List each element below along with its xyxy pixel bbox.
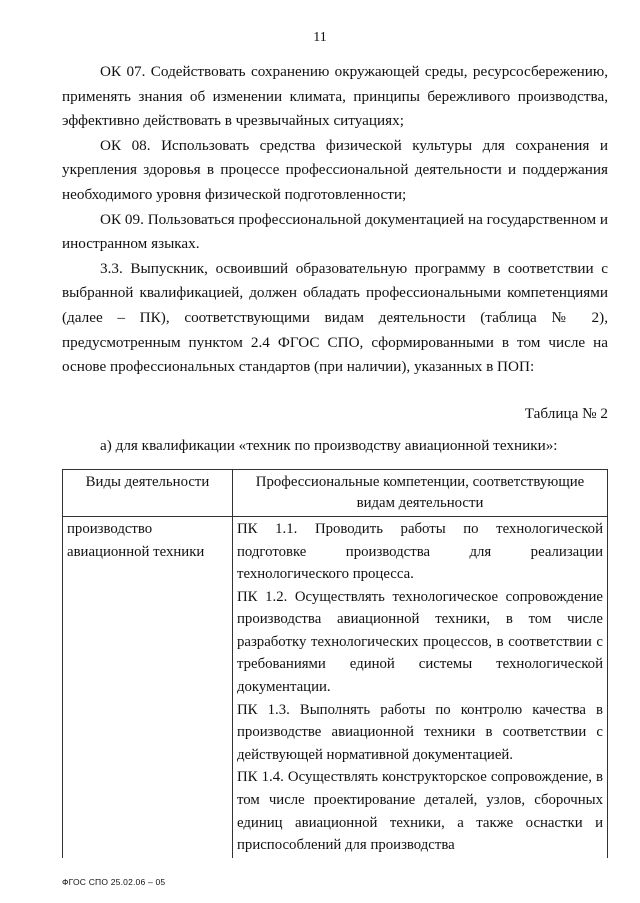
page-number: 11 — [313, 30, 327, 45]
footer-code: ФГОС СПО 25.02.06 – 05 — [62, 877, 166, 887]
activity-cell: производство авиационной техники — [63, 516, 233, 857]
table-subtitle: а) для квалификации «техник по производству авиационной техники»: — [100, 437, 558, 455]
paragraph-3-3: 3.3. Выпускник, освоивший образовательную программу в соответствии с выбранной квалификацией, должен обладать профессиональными компетенциями (далее – ПК), соответствующими видам деятельности (таблица № 2), предусмотренным пунктом 2.4 ФГОС СПО, сформированными в том числе на основе профессиональных стандартов (при наличии), указанных в ПОП: — [62, 259, 608, 376]
competency-pk-1-1: ПК 1.1. Проводить работы по технологической подготовке производства для реализации технологического процесса. — [237, 520, 603, 583]
competencies-table — [62, 469, 608, 858]
document-body — [62, 60, 608, 858]
competency-pk-1-3: ПК 1.3. Выполнять работы по контролю качества в производстве авиационной техники в соответствии с действующей нормативной документацией. — [237, 701, 603, 763]
competency-pk-1-2: ПК 1.2. Осуществлять технологическое сопровождение производства авиационной техники, в том числе разработку технологических процессов, в соответствии с требованиями единой системы технологической документации. — [237, 588, 603, 696]
header-competencies: Профессиональные компетенции, соответствующие видам деятельности — [233, 469, 608, 516]
paragraph-ok07: ОК 07. Содействовать сохранению окружающей среды, ресурсосбережению, применять знания об изменении климата, принципы бережливого производства, эффективно действовать в чрезвычайных ситуациях; — [62, 63, 608, 130]
competencies-cell — [233, 516, 608, 857]
table-row — [63, 516, 608, 857]
table-header-row — [63, 469, 608, 516]
paragraph-ok08: ОК 08. Использовать средства физической культуры для сохранения и укрепления здоровья в процессе профессиональной деятельности и поддержания необходимого уровня физической подготовленности; — [62, 136, 608, 203]
paragraph-ok09: ОК 09. Пользоваться профессиональной документацией на государственном и иностранном языках. — [62, 210, 608, 253]
header-activity: Виды деятельности — [63, 469, 233, 516]
table-caption: Таблица № 2 — [524, 404, 608, 422]
competency-pk-1-4: ПК 1.4. Осуществлять конструкторское сопровождение, в том числе проектирование деталей, узлов, сборочных единиц авиационной техники, а также оснастки и приспособлений для производства — [237, 769, 603, 854]
